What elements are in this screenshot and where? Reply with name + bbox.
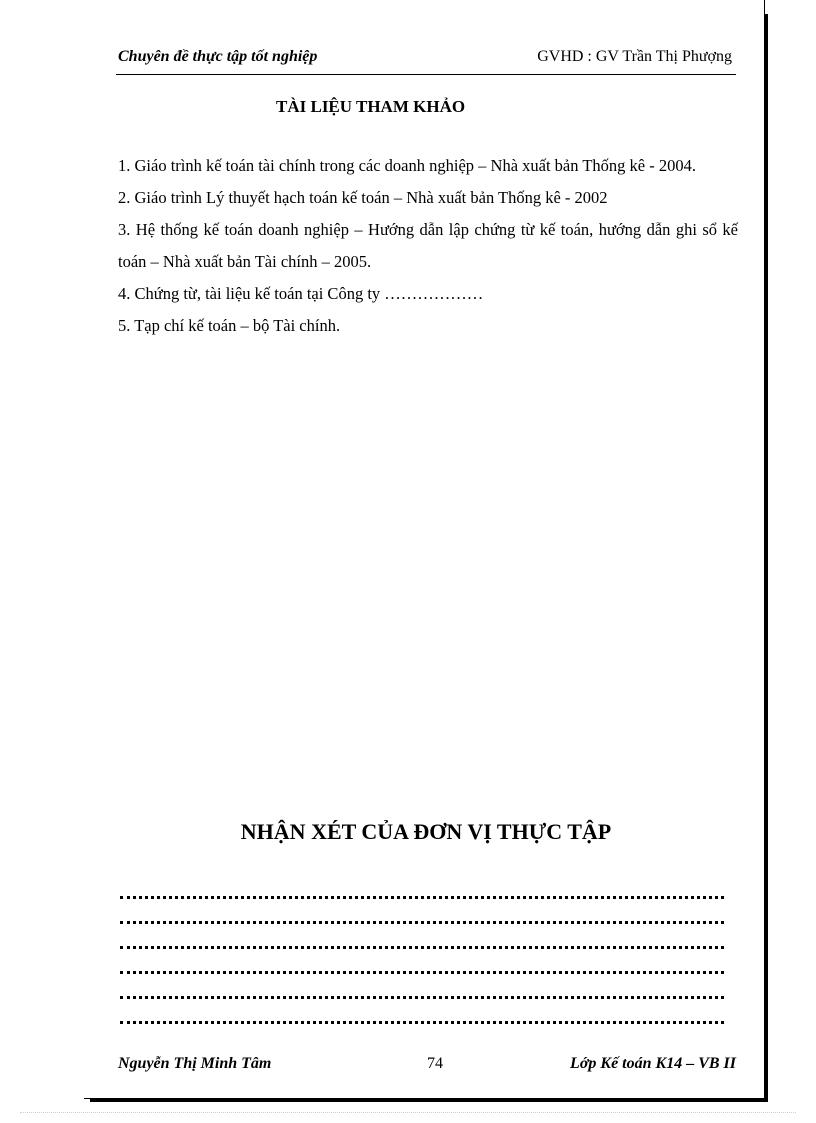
dotted-line <box>120 928 724 953</box>
evaluation-title: NHẬN XÉT CỦA ĐƠN VỊ THỰC TẬP <box>240 819 612 844</box>
evaluation-lines <box>120 878 724 1028</box>
page-shadow-right <box>765 14 768 1102</box>
dotted-line <box>120 903 724 928</box>
footer-class: Lớp Kế toán K14 – VB II <box>570 1055 736 1072</box>
reference-item: 5. Tạp chí kế toán – bộ Tài chính. <box>118 316 341 335</box>
page-number: 74 <box>427 1055 443 1072</box>
references-title: TÀI LIỆU THAM KHẢO <box>276 97 466 116</box>
references-list <box>118 150 738 342</box>
header-supervisor: GVHD : GV Trần Thị Phượng <box>537 48 732 65</box>
dotted-line <box>120 1003 724 1028</box>
header-left-title: Chuyên đề thực tập tốt nghiệp <box>118 48 318 65</box>
page-shadow-bottom <box>90 1099 768 1102</box>
dotted-line <box>120 978 724 1003</box>
reference-item: 2. Giáo trình Lý thuyết hạch toán kế toán – Nhà xuất bản Thống kê - 2002 <box>118 188 608 207</box>
footer-author: Nguyễn Thị Minh Tâm <box>118 1055 272 1072</box>
reference-item: 1. Giáo trình kế toán tài chính trong các doanh nghiệp – Nhà xuất bản Thống kê - 2004. <box>118 156 696 175</box>
dotted-line <box>120 953 724 978</box>
page-edge-dotted <box>20 1112 796 1113</box>
header-rule <box>116 74 736 75</box>
reference-item: 3. Hệ thống kế toán doanh nghiệp – Hướng dẫn lập chứng từ kế toán, hướng dẫn ghi sổ kế toán – Nhà xuất bản Tài chính – 2005. <box>118 220 738 271</box>
dotted-line <box>120 878 724 903</box>
reference-item: 4. Chứng từ, tài liệu kế toán tại Công ty ……………… <box>118 284 484 303</box>
